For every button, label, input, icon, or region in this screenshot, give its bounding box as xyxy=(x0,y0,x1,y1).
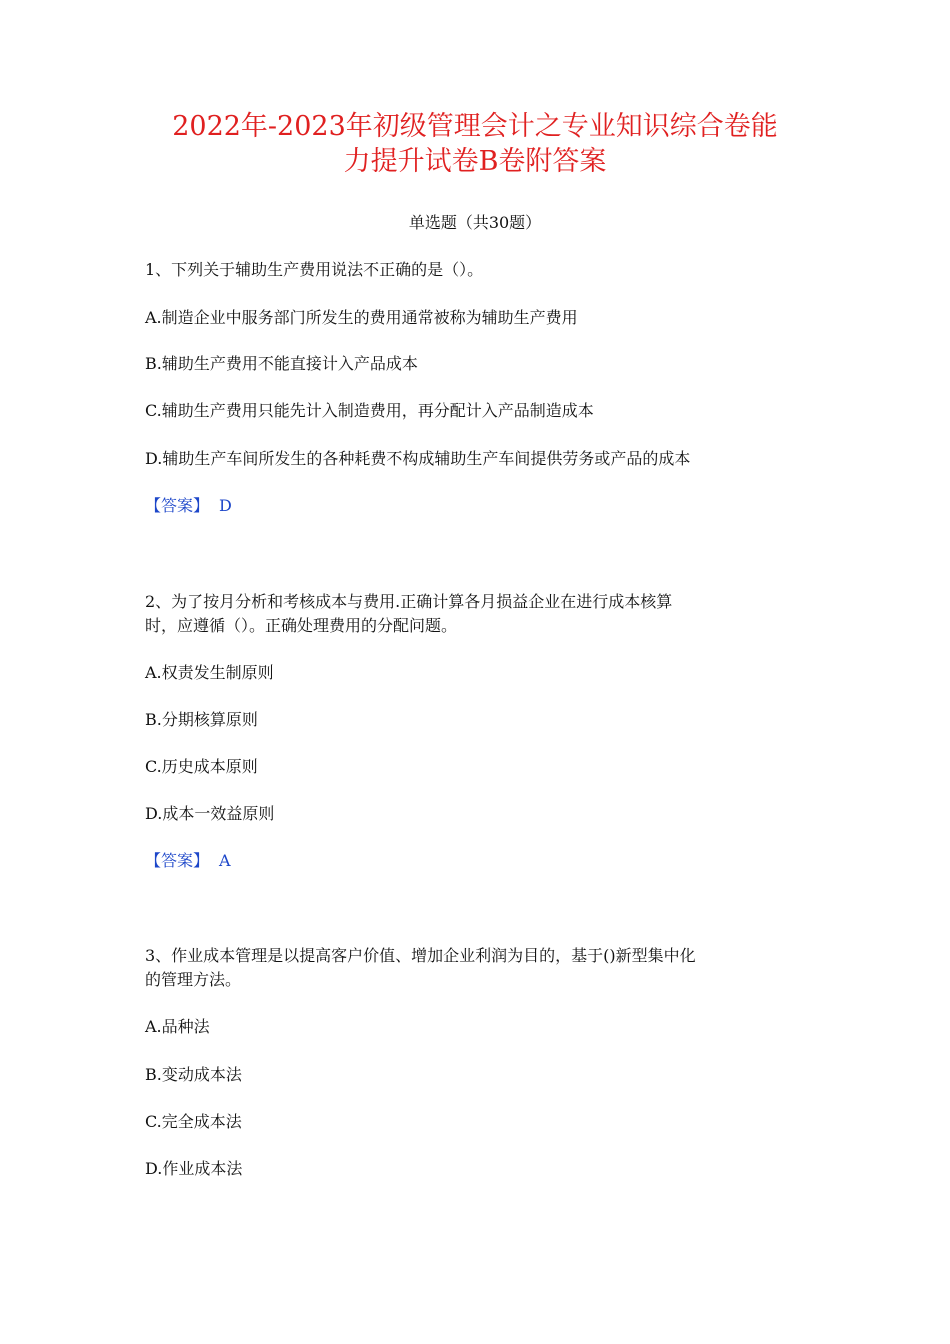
document-title-line-2: 力提升试卷B卷附答案 xyxy=(343,146,607,177)
question-2-option-c: C.历史成本原则 xyxy=(145,757,258,776)
question-2-stem-line-1: 2、为了按月分析和考核成本与费用.正确计算各月损益企业在进行成本核算 xyxy=(145,592,673,611)
question-3-option-b: B.变动成本法 xyxy=(145,1065,242,1084)
question-1-option-a: A.制造企业中服务部门所发生的费用通常被称为辅助生产费用 xyxy=(145,308,578,327)
question-3-stem-line-1: 3、作业成本管理是以提高客户价值、增加企业利润为目的，基于()新型集中化 xyxy=(145,946,696,965)
question-2-option-d: D.成本一效益原则 xyxy=(145,804,275,823)
answer-label: 【答案】 xyxy=(145,496,210,515)
document-title-line-1: 2022年-2023年初级管理会计之专业知识综合卷能 xyxy=(172,111,778,142)
question-1-option-b: B.辅助生产费用不能直接计入产品成本 xyxy=(145,354,418,373)
question-1-answer xyxy=(145,494,232,518)
question-1-stem: 1、下列关于辅助生产费用说法不正确的是（）。 xyxy=(145,260,484,279)
answer-value: A xyxy=(219,851,231,870)
answer-value: D xyxy=(219,496,232,515)
question-3-option-c: C.完全成本法 xyxy=(145,1112,242,1131)
question-3-stem-line-2: 的管理方法。 xyxy=(145,970,242,989)
question-2-option-b: B.分期核算原则 xyxy=(145,710,258,729)
question-1-option-d: D.辅助生产车间所发生的各种耗费不构成辅助生产车间提供劳务或产品的成本 xyxy=(145,449,691,468)
question-2-stem-line-2: 时，应遵循（）。正确处理费用的分配问题。 xyxy=(145,616,458,635)
question-2-answer xyxy=(145,849,231,873)
answer-label: 【答案】 xyxy=(145,851,210,870)
question-2-option-a: A.权责发生制原则 xyxy=(145,663,274,682)
section-heading: 单选题（共30题） xyxy=(408,213,542,232)
question-3-option-a: A.品种法 xyxy=(145,1017,210,1036)
question-3-option-d: D.作业成本法 xyxy=(145,1159,243,1178)
question-1-option-c: C.辅助生产费用只能先计入制造费用，再分配计入产品制造成本 xyxy=(145,401,594,420)
